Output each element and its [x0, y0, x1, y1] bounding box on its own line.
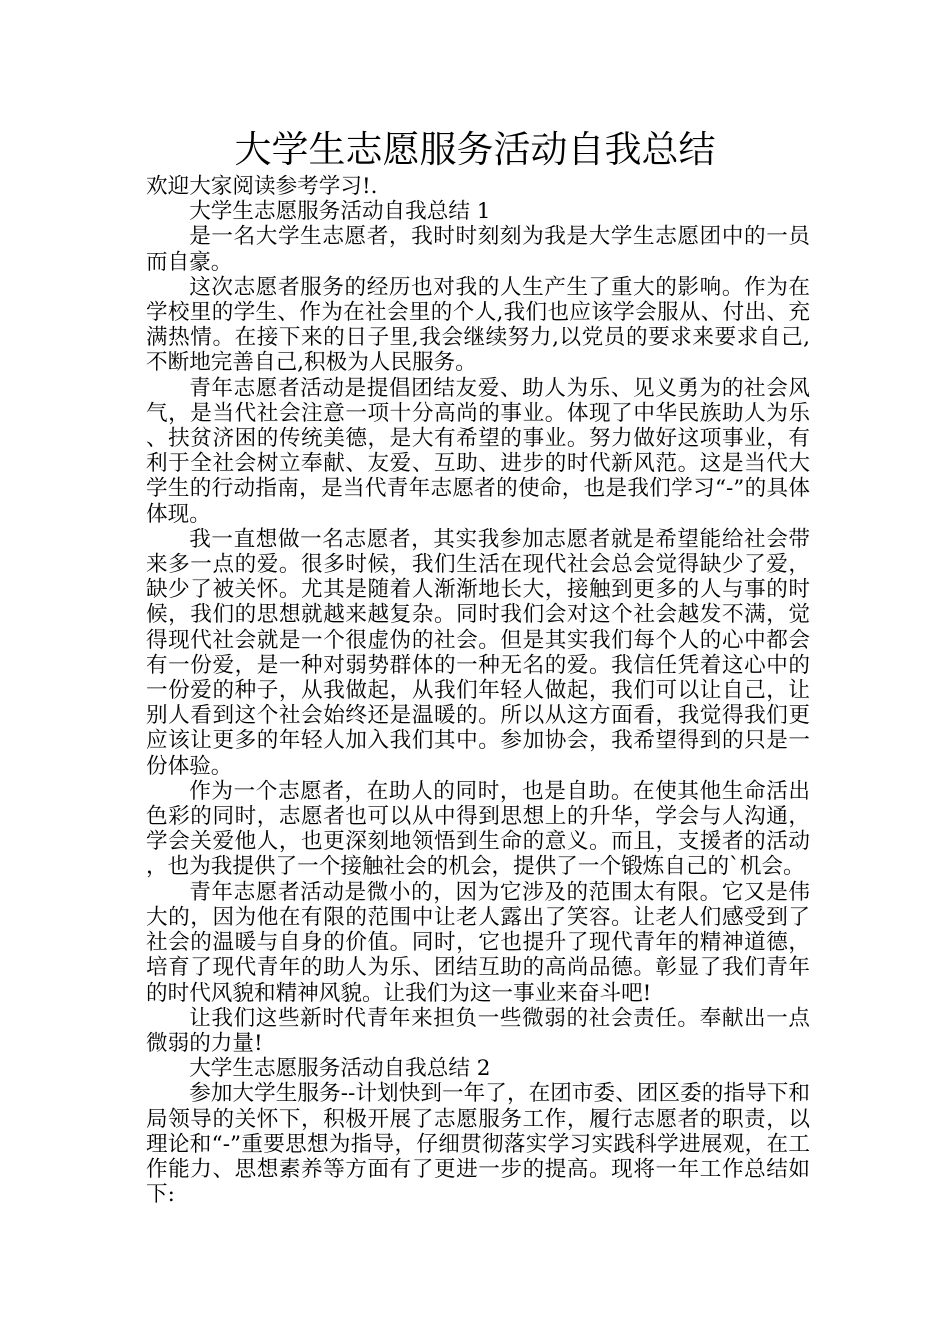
intro-line: 欢迎大家阅读参考学习!. — [146, 174, 378, 199]
body-paragraph: 青年志愿者活动是提倡团结友爱、助人为乐、见义勇为的社会风气，是当代社会注意一项十分高尚的事业。体现了中华民族助人为乐、扶贫济困的传统美德，是大有希望的事业。努力做好这项事业，有利于全社会树立奉献、友爱、互助、进步的时代新风范。这是当代大学生的行动指南，是当代青年志愿者的使命，也是我们学习“-”的具体体现。 — [146, 375, 810, 527]
body-paragraph: 参加大学生服务--计划快到一年了，在团市委、团区委的指导下和局领导的关怀下，积极开展了志愿服务工作，履行志愿者的职责，以理论和“-”重要思想为指导，仔细贯彻落实学习实践科学进展观，在工作能力、思想素养等方面有了更进一步的提高。现将一年工作总结如下: — [146, 1081, 810, 1208]
body-paragraph: 青年志愿者活动是微小的，因为它涉及的范围太有限。它又是伟大的，因为他在有限的范围中让老人露出了笑容。让老人们感受到了社会的温暖与自身的价值。同时，它也提升了现代青年的精神道德，培育了现代青年的助人为乐、团结互助的高尚品德。彰显了我们青年的时代风貌和精神风貌。让我们为这一事业来奋斗吧! — [146, 879, 810, 1006]
body-paragraph: 作为一个志愿者，在助人的同时，也是自助。在使其他生命活出色彩的同时，志愿者也可以从中得到思想上的升华，学会与人沟通，学会关爱他人，也更深刻地领悟到生命的意义。而且，支援者的活动，也为我提供了一个接触社会的机会，提供了一个锻炼自己的`机会。 — [146, 778, 810, 880]
section-heading-1: 大学生志愿服务活动自我总结 1 — [189, 199, 491, 225]
section-heading-2: 大学生志愿服务活动自我总结 2 — [189, 1056, 491, 1082]
document-title: 大学生志愿服务活动自我总结 — [234, 128, 716, 171]
body-paragraph: 这次志愿者服务的经历也对我的人生产生了重大的影响。作为在学校里的学生、作为在社会里的个人,我们也应该学会服从、付出、充满热情。在接下来的日子里,我会继续努力,以党员的要求来要求自己,不断地完善自己,积极为人民服务。 — [146, 274, 810, 376]
body-paragraph: 我一直想做一名志愿者，其实我参加志愿者就是希望能给社会带来多一点的爱。很多时候，我们生活在现代社会总会觉得缺少了爱，缺少了被关怀。尤其是随着人渐渐地长大，接触到更多的人与事的时候，我们的思想就越来越复杂。同时我们会对这个社会越发不满，觉得现代社会就是一个很虚伪的社会。但是其实我们每个人的心中都会有一份爱，是一种对弱势群体的一种无名的爱。我信任凭着这心中的一份爱的种子，从我做起，从我们年轻人做起，我们可以让自己，让别人看到这个社会始终还是温暖的。所以从这方面看，我觉得我们更应该让更多的年轻人加入我们其中。参加协会，我希望得到的只是一份体验。 — [146, 526, 810, 779]
body-paragraph: 让我们这些新时代青年来担负一些微弱的社会责任。奉献出一点微弱的力量! — [146, 1005, 810, 1056]
document-body — [146, 174, 810, 1207]
body-paragraph: 是一名大学生志愿者，我时时刻刻为我是大学生志愿团中的一员而自豪。 — [146, 224, 810, 275]
